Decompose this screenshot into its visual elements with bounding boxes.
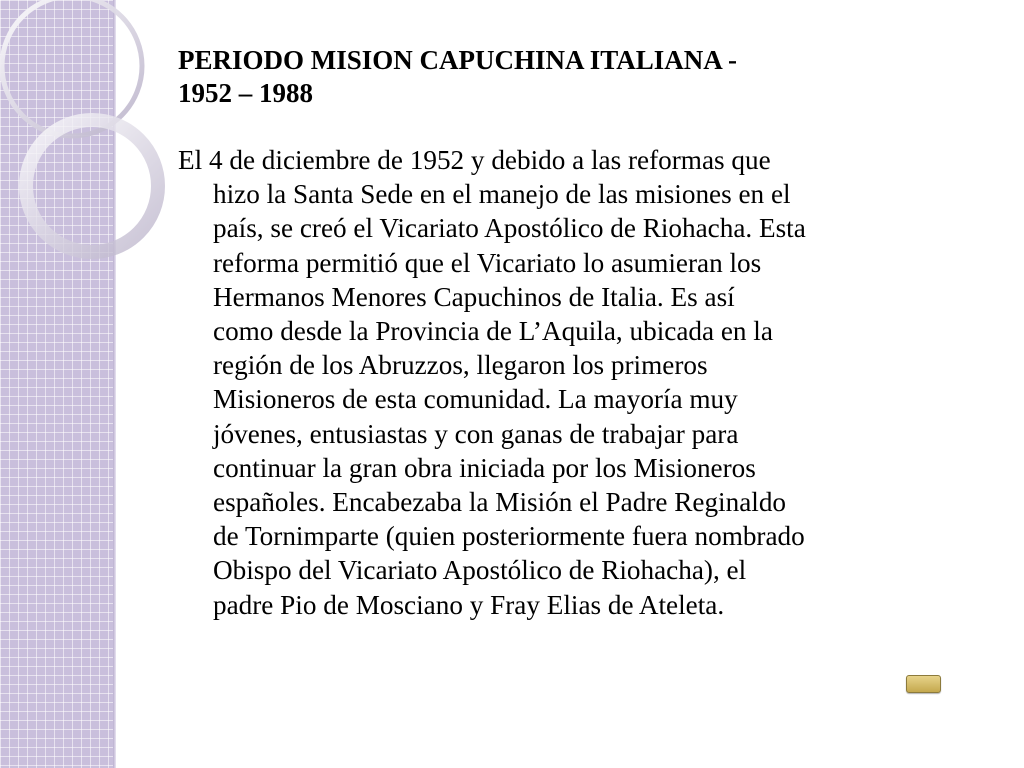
ring-bottom [26, 120, 158, 252]
slide-content [178, 44, 993, 622]
body-line: Obispo del Vicariato Apostólico de Riohacha), el [213, 555, 747, 586]
title-line: 1952 – 1988 [178, 78, 313, 108]
body-line: Hermanos Menores Capuchinos de Italia. Es así [213, 281, 735, 312]
body-line: españoles. Encabezaba la Misión el Padre Reginaldo [213, 487, 787, 518]
body-line: hizo la Santa Sede en el manejo de las misiones en el [213, 179, 791, 210]
body-line: padre Pio de Mosciano y Fray Elias de Ateleta. [213, 589, 725, 620]
ring-top [2, 0, 142, 136]
body-line: continuar la gran obra iniciada por los Misioneros [213, 452, 756, 483]
action-button-icon[interactable] [906, 675, 941, 693]
body-line: de Tornimparte (quien posteriormente fuera nombrado [213, 521, 805, 552]
slide-title [178, 44, 993, 110]
body-line: como desde la Provincia de L’Aquila, ubicada en la [213, 316, 773, 347]
body-line: país, se creó el Vicariato Apostólico de Riohacha. Esta [213, 213, 806, 244]
body-line: reforma permitió que el Vicariato lo asumieran los [213, 247, 762, 278]
body-line: jóvenes, entusiastas y con ganas de trabajar para [213, 418, 739, 449]
body-line: Misioneros de esta comunidad. La mayoría muy [213, 384, 738, 415]
ring-decoration-icon [0, 0, 180, 260]
body-line: El 4 de diciembre de 1952 y debido a las reformas que [178, 145, 771, 175]
slide-body-paragraph [178, 143, 993, 622]
body-line: región de los Abruzzos, llegaron los primeros [213, 350, 708, 381]
title-line: PERIODO MISION CAPUCHINA ITALIANA - [178, 45, 738, 75]
